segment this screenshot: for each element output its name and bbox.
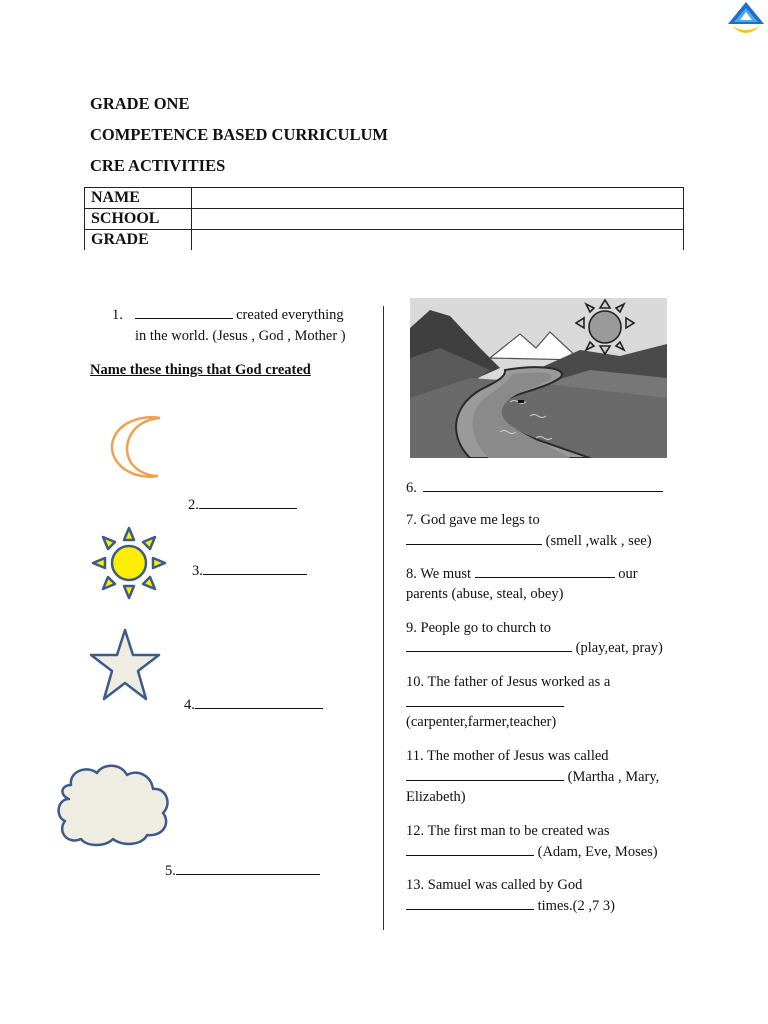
grade-title: GRADE ONE xyxy=(90,94,190,113)
question-4 xyxy=(184,695,323,716)
q6-number: 6. xyxy=(406,480,417,496)
q2-answer-blank[interactable] xyxy=(199,495,297,509)
q1-answer-blank[interactable] xyxy=(135,305,233,319)
q9-options: (play,eat, pray) xyxy=(575,640,663,656)
q13-prompt: 13. Samuel was called by God xyxy=(406,877,583,893)
q8-answer-blank[interactable] xyxy=(475,564,615,578)
question-1 xyxy=(112,305,344,326)
q10-answer-blank[interactable] xyxy=(406,693,564,707)
q7-answer-blank[interactable] xyxy=(406,531,542,545)
q5-number: 5. xyxy=(165,863,176,879)
school-label: SCHOOL xyxy=(85,209,192,230)
question-7 xyxy=(406,531,652,552)
q3-answer-blank[interactable] xyxy=(203,561,307,575)
question-2 xyxy=(188,495,297,516)
q11-prompt: 11. The mother of Jesus was called xyxy=(406,748,609,764)
q4-number: 4. xyxy=(184,697,195,713)
moon-icon xyxy=(108,414,164,480)
q7-options: (smell ,walk , see) xyxy=(545,533,652,549)
question-9 xyxy=(406,638,663,659)
q10-prompt: 10. The father of Jesus worked as a xyxy=(406,674,611,690)
question-11 xyxy=(406,767,659,788)
section-subheading: Name these things that God created xyxy=(90,362,311,378)
q5-answer-blank[interactable] xyxy=(176,861,320,875)
q4-answer-blank[interactable] xyxy=(195,695,323,709)
student-info-table xyxy=(84,187,684,250)
q10-options: (carpenter,farmer,teacher) xyxy=(406,714,557,730)
curriculum-title: COMPETENCE BASED CURRICULUM xyxy=(90,125,388,144)
question-8 xyxy=(406,564,638,585)
question-5 xyxy=(165,861,320,882)
grade-field[interactable] xyxy=(192,230,684,251)
info-row-school xyxy=(85,209,684,230)
q13-answer-blank[interactable] xyxy=(406,896,534,910)
question-3 xyxy=(192,561,307,582)
q7-prompt: 7. God gave me legs to xyxy=(406,512,540,528)
info-row-grade xyxy=(85,230,684,251)
q6-answer-blank[interactable] xyxy=(423,478,663,492)
q1-text: created everything xyxy=(236,307,344,323)
q9-prompt: 9. People go to church to xyxy=(406,620,551,636)
q8-options: parents (abuse, steal, obey) xyxy=(406,586,564,602)
q12-options: (Adam, Eve, Moses) xyxy=(537,844,658,860)
name-label: NAME xyxy=(85,188,192,209)
question-12 xyxy=(406,842,658,863)
q3-number: 3. xyxy=(192,563,203,579)
school-field[interactable] xyxy=(192,209,684,230)
q11-options: (Martha , Mary, xyxy=(567,769,660,785)
star-icon xyxy=(89,627,161,703)
name-field[interactable] xyxy=(192,188,684,209)
q13-options: times.(2 ,7 3) xyxy=(537,898,615,914)
q1-options: in the world. (Jesus , God , Mother ) xyxy=(135,328,346,344)
q2-number: 2. xyxy=(188,497,199,513)
question-13 xyxy=(406,896,615,917)
grade-label: GRADE xyxy=(85,230,192,251)
q12-answer-blank[interactable] xyxy=(406,842,534,856)
q1-number: 1. xyxy=(112,307,123,323)
cloud-icon xyxy=(51,759,173,847)
q12-prompt: 12. The first man to be created was xyxy=(406,823,610,839)
question-10 xyxy=(406,693,564,714)
q8-text-end: our xyxy=(618,566,638,582)
sun-icon xyxy=(91,526,167,600)
q9-answer-blank[interactable] xyxy=(406,638,572,652)
logo-icon xyxy=(724,0,768,40)
q11-options-cont: Elizabeth) xyxy=(406,789,466,805)
q11-answer-blank[interactable] xyxy=(406,767,564,781)
question-6 xyxy=(406,478,663,499)
river-landscape-image xyxy=(410,298,667,458)
info-row-name xyxy=(85,188,684,209)
column-divider xyxy=(383,306,384,930)
q8-text-start: 8. We must xyxy=(406,566,472,582)
activities-title: CRE ACTIVITIES xyxy=(90,156,226,175)
